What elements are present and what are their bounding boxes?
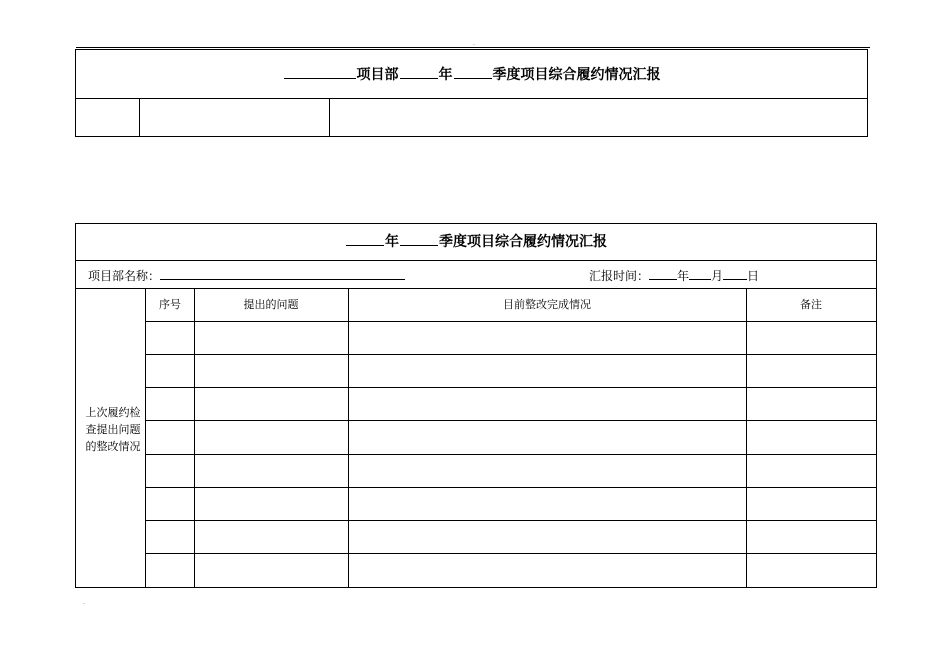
section-label-cell (76, 289, 146, 587)
info-row (76, 261, 876, 289)
top-form-title (76, 65, 867, 84)
top-title-row (76, 50, 867, 99)
grid-col-line-2 (348, 289, 349, 587)
page-mark-bottom: . (83, 599, 85, 606)
col-header-index: 序号 (159, 298, 181, 311)
grid-row-line (146, 354, 876, 355)
top-divider-2 (329, 99, 330, 136)
grid-row-line (146, 420, 876, 421)
year-label: 年 (677, 269, 690, 283)
project-name-field (88, 261, 405, 290)
report-time-label: 汇报时间： (589, 269, 650, 283)
top-title-part3: 季度项目综合履约情况汇报 (492, 67, 661, 83)
year-blank[interactable] (400, 65, 438, 79)
month-label: 月 (711, 269, 724, 283)
main-form-title (76, 232, 876, 251)
top-sub-row (76, 99, 867, 136)
report-month-input[interactable] (689, 261, 711, 280)
grid-row-line (146, 487, 876, 488)
grid-row-line (146, 321, 876, 322)
grid-row-line (146, 387, 876, 388)
main-title-row (76, 224, 876, 261)
top-report-table (75, 49, 868, 137)
issues-grid (146, 289, 876, 587)
report-year-input[interactable] (649, 261, 677, 280)
project-name-input[interactable] (160, 261, 405, 280)
project-name-label: 项目部名称： (88, 269, 161, 283)
report-time-field (589, 261, 759, 290)
col-header-remarks: 备注 (800, 298, 822, 311)
main-year-blank[interactable] (346, 232, 384, 246)
grid-row-line (146, 520, 876, 521)
top-divider-1 (139, 99, 140, 136)
main-title-part2: 季度项目综合履约情况汇报 (439, 234, 607, 250)
day-label: 日 (747, 269, 760, 283)
grid-row-line (146, 553, 876, 554)
page-mark-top: . (473, 40, 475, 47)
project-blank[interactable] (284, 65, 356, 79)
col-header-progress: 目前整改完成情况 (503, 298, 591, 311)
section-label: 上次履约检查提出问题的整改情况 (85, 406, 141, 453)
main-quarter-blank[interactable] (400, 232, 438, 246)
top-title-part1: 项目部 (356, 67, 399, 83)
quarter-blank[interactable] (454, 65, 492, 79)
main-title-part1: 年 (385, 234, 399, 250)
col-header-issue: 提出的问题 (243, 298, 299, 311)
grid-col-line-1 (194, 289, 195, 587)
report-day-input[interactable] (723, 261, 747, 280)
top-rule (76, 47, 870, 48)
grid-row-line (146, 454, 876, 455)
main-report-table (75, 223, 877, 588)
grid-col-line-3 (746, 289, 747, 587)
top-title-part2: 年 (438, 67, 453, 83)
